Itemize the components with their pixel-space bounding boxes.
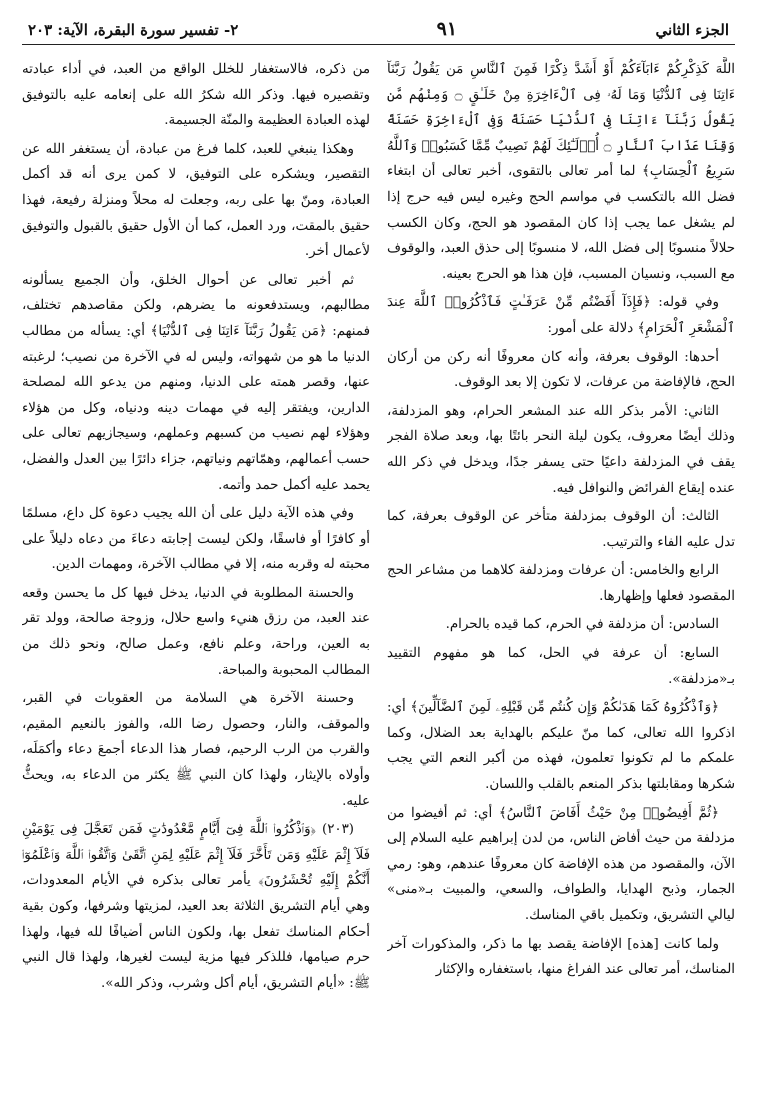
- paragraph: أحدها: الوقوف بعرفة، وأنه كان معروفًا أنه ركن من أركان الحج، فالإفاضة من عرفات، لا تكون إلا بعد الوقوف.: [387, 349, 735, 391]
- left-column: [22, 57, 370, 1097]
- paragraph: من ذكره، فالاستغفار للخلل الواقع من العبد، في أداء عبادته وتقصيره فيها. وذكر الله شكرُ الله على إنعامه عليه بالتوفيق لهذه العبادة العظيمة والمنّة الجسيمة.: [22, 62, 370, 129]
- paragraph: السابع: أن عرفة في الحل، كما هو مفهوم التقييد بـ«مزدلفة».: [387, 646, 735, 687]
- paragraph: ثم أخبر تعالى عن أحوال الخلق، وأن الجميع يسألونه مطالبهم، ويستدفعونه ما يضرهم، ولكن مقاصدهم تختلف، فمنهم: ﴿مَن يَقُولُ رَبَّنَآ ءَاتِنَا فِى ٱلدُّنْيَا﴾ أي: يسأله من مطالب الدنيا ما هو من شهواته، وليس له في الآخرة من نصيب؛ لرغبته عنها، وقصر همته على الدنيا، ومنهم من يدعو الله لمصلحة الدارين، ويفتقر إليه في مهمات دينه ودنياه، وكل من هؤلاء وهؤلاء لهم نصيب من كسبهم وعملهم، وسيجازيهم تعالى على حسب أعمالهم، وهمّاتهم ونياتهم، جزاء دائرًا بين العدل والفضل، يحمد عليه أكمل حمد وأتمه.: [22, 272, 370, 493]
- paragraph: ﴿وَٱذْكُرُوهُ كَمَا هَدَىٰكُمْ وَإِن كُنتُم مِّن قَبْلِهِۦ لَمِنَ ٱلضَّآلِّينَ﴾ أي: اذكروا الله تعالى، كما منّ عليكم بالهداية بعد الضلال، وكما علمكم ما لم تكونوا تعلمون، فهذه من أكبر النعم التي يجب شكرها ومقابلتها بذكر المنعم بالقلب واللسان.: [387, 700, 735, 793]
- paragraph: السادس: أن مزدلفة في الحرم، كما قيده بالحرام.: [445, 617, 719, 633]
- page-header: [22, 18, 735, 45]
- paragraph: اللَّهَ كَذِكْرِكُمْ ءَابَآءَكُمْ أَوْ أَشَدَّ ذِكْرًا فَمِنَ ٱلنَّاسِ مَن يَقُولُ رَبَّنَآ ءَاتِنَا فِى ٱلدُّنْيَا وَمَا لَهُۥ فِى ٱلْءَاخِرَةِ مِنْ خَلَـٰقٍ ۝ وَمِنْهُم مَّن يَقُولُ رَبَّنَآ ءَاتِنَا فِى ٱلدُّنْيَا حَسَنَةً وَفِى ٱلْءَاخِرَةِ حَسَنَةً وَقِنَا عَذَابَ ٱلنَّارِ ۝ أُو۟لَـٰٓئِكَ لَهُمْ نَصِيبٌ مِّمَّا كَسَبُوا۟ وَٱللَّهُ سَرِيعُ ٱلْحِسَابِ﴾ لما أمر تعالى بالتقوى، أخبر تعالى أن ابتغاء فضل الله بالتكسب في مواسم الحج وغيره ليس فيه حرج إذا لم يشغل عما يجب إذا كان المقصود هو الحج، وكان الكسب حلالاً منسوبًا إلى فضل الله، لا منسوبًا إلى حذق العبد، والوقوف مع السبب، ونسيان المسبب، فإن هذا هو الحرج بعينه.: [387, 62, 735, 282]
- paragraph: الرابع والخامس: أن عرفات ومزدلفة كلاهما من مشاعر الحج المقصود فعلها وإظهارها.: [387, 563, 735, 604]
- paragraph: (٢٠٣) ﴿وَٱذْكُرُوا۟ ٱللَّهَ فِىٓ أَيَّامٍ مَّعْدُودَٰتٍ فَمَن تَعَجَّلَ فِى يَوْمَيْنِ فَلَآ إِثْمَ عَلَيْهِ وَمَن تَأَخَّرَ فَلَآ إِثْمَ عَلَيْهِ لِمَنِ ٱتَّقَىٰ وَٱتَّقُوا۟ ٱللَّهَ وَٱعْلَمُوٓا۟ أَنَّكُمْ إِلَيْهِ تُحْشَرُونَ﴾ يأمر تعالى بذكره في الأيام المعدودات، وهي أيام التشريق الثلاثة بعد العيد، لمزيتها وشرفها، وكون بقية أحكام المناسك تفعل بها، ولكون الناس أضيافًا لله فيها، ولهذا حرم صيامها، فللذكر فيها مزية ليست لغيرها، ولهذا قال النبي ﷺ: «أيام التشريق، أيام أكل وشرب، وذكر الله».: [22, 822, 370, 991]
- section-title: ٢- تفسير سورة البقرة، الآية: ٢٠٣: [28, 21, 239, 39]
- paragraph: وحسنة الآخرة هي السلامة من العقوبات في القبر، والموقف، والنار، وحصول رضا الله، والفوز بالنعيم المقيم، والقرب من الرب الرحيم، فصار هذا الدعاء أجمعَ دعاء وأكمَلَه، وأولاه بالإيثار، ولهذا كان النبي ﷺ يكثر من الدعاء به، ويحثُّ عليه.: [22, 691, 370, 809]
- paragraph: ولما كانت [هذه] الإفاضة يقصد بها ما ذكر، والمذكورات آخر المناسك، أمر تعالى عند الفراغ منها، باستغفاره والإكثار: [387, 936, 735, 978]
- part-label: الجزء الثاني: [655, 21, 729, 39]
- paragraph: والحسنة المطلوبة في الدنيا، يدخل فيها كل ما يحسن وقعه عند العبد، من رزق هنيء واسع حلال، وزوجة صالحة، وولد تقر به العين، وراحة، وعلم نافع، وعمل صالح، ونحو ذلك من المطالب المحبوبة والمباحة.: [22, 585, 370, 678]
- paragraph: الثاني: الأمر بذكر الله عند المشعر الحرام، وهو المزدلفة، وذلك أيضًا معروف، يكون ليلة النحر بائتًا بها، وبعد صلاة الفجر يقف في المزدلفة داعيًا حتى يسفر جدًا، ويدخل في ذكر الله عنده إيقاع الفرائض والنوافل فيه.: [387, 403, 735, 496]
- paragraph: وفي هذه الآية دليل على أن الله يجيب دعوة كل داع، مسلمًا أو كافرًا أو فاسقًا، ولكن ليست إجابته دعاءَ من دعاه دليلاً على محبته له وقربه منه، إلا في مطالب الآخرة، ومهمات الدين.: [22, 506, 370, 573]
- paragraph: وفي قوله: ﴿فَإِذَآ أَفَضْتُم مِّنْ عَرَفَـٰتٍ فَٱذْكُرُوا۟ ٱللَّهَ عِندَ ٱلْمَشْعَرِ ٱلْحَرَامِ﴾ دلالة على أمور:: [387, 295, 735, 336]
- text-columns: [22, 57, 735, 1097]
- paragraph: ﴿ثُمَّ أَفِيضُوا۟ مِنْ حَيْثُ أَفَاضَ ٱلنَّاسُ﴾ أي: ثم أفيضوا من مزدلفة من حيث أفاض الناس، من لدن إبراهيم عليه السلام إلى الآن، والمقصود من هذه الإفاضة كان معروفًا عندهم، وهو: رمي الجمار، وذبح الهدايا، والطواف، والسعي، والمبيت بـ«منى» ليالي التشريق، وتكميل باقي المناسك.: [387, 805, 735, 923]
- paragraph: وهكذا ينبغي للعبد، كلما فرغ من عبادة، أن يستغفر الله عن التقصير، ويشكره على التوفيق، لا كمن يرى أنه قد أكمل العبادة، ومنّ بها على ربه، وجعلت له محلاً ومنزلة رفيعة، فهذا حقيق بالمقت، ورد العمل، كما أن الأول حقيق بالقبول والتوفيق لأعمال أخر.: [22, 141, 370, 260]
- right-column: [387, 57, 735, 1097]
- page-number: ٩١: [436, 18, 458, 40]
- paragraph: الثالث: أن الوقوف بمزدلفة متأخر عن الوقوف بعرفة، كما تدل عليه الفاء والترتيب.: [387, 509, 735, 550]
